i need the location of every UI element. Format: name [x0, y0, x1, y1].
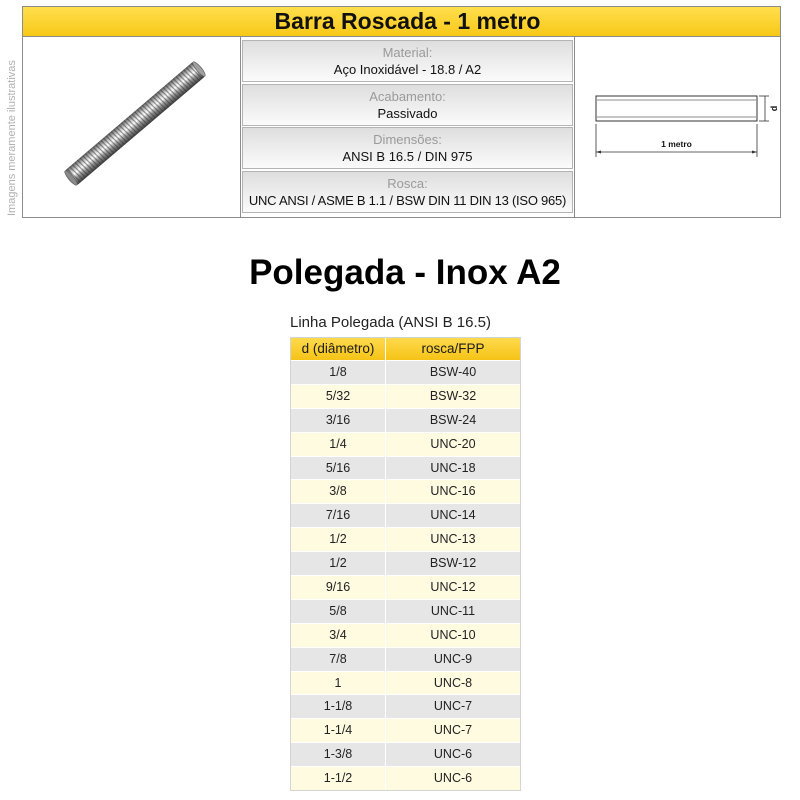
table-row — [291, 360, 520, 384]
cell-thread: UNC-10 — [386, 623, 520, 647]
table-header-row — [291, 338, 520, 360]
cell-diameter: 5/16 — [291, 456, 386, 480]
table-caption: Linha Polegada (ANSI B 16.5) — [290, 314, 491, 331]
cell-thread: UNC-16 — [386, 479, 520, 503]
cell-diameter: 1-1/8 — [291, 694, 386, 718]
cell-thread: UNC-13 — [386, 527, 520, 551]
spec-row-material — [242, 40, 573, 82]
table-row — [291, 694, 520, 718]
cell-thread: UNC-12 — [386, 575, 520, 599]
table-row — [291, 551, 520, 575]
product-title: Barra Roscada - 1 metro — [274, 8, 541, 34]
table-row — [291, 718, 520, 742]
cell-diameter: 1/4 — [291, 432, 386, 456]
cell-diameter: 1/8 — [291, 360, 386, 384]
table-row — [291, 456, 520, 480]
table-row — [291, 432, 520, 456]
table-row — [291, 599, 520, 623]
cell-diameter: 7/8 — [291, 647, 386, 671]
spec-row-dimensions — [242, 127, 573, 169]
spec-row-finish — [242, 84, 573, 126]
column-header-thread: rosca/FPP — [421, 341, 485, 356]
illustrative-images-note: Imagens meramente ilustrativas — [6, 60, 18, 216]
table-row — [291, 527, 520, 551]
spec-value: Passivado — [377, 106, 438, 121]
rod-dimension-drawing-icon — [575, 37, 779, 217]
cell-thread: UNC-7 — [386, 718, 520, 742]
diameter-label: d — [769, 105, 779, 112]
section-title: Polegada - Inox A2 — [249, 253, 561, 292]
cell-thread: UNC-8 — [386, 671, 520, 695]
table-row — [291, 766, 520, 790]
cell-thread: UNC-6 — [386, 742, 520, 766]
cell-thread: UNC-6 — [386, 766, 520, 790]
threaded-rod-icon — [23, 37, 240, 217]
cell-diameter: 1-1/2 — [291, 766, 386, 790]
table-row — [291, 408, 520, 432]
table-row — [291, 671, 520, 695]
table-row — [291, 575, 520, 599]
table-row — [291, 479, 520, 503]
table-row — [291, 384, 520, 408]
cell-thread: UNC-20 — [386, 432, 520, 456]
product-header — [22, 6, 781, 37]
product-image-panel — [23, 37, 240, 217]
spec-value: Aço Inoxidável - 18.8 / A2 — [333, 62, 482, 77]
spec-label: Acabamento: — [369, 89, 446, 104]
cell-diameter: 1-3/8 — [291, 742, 386, 766]
spec-value: UNC ANSI / ASME B 1.1 / BSW DIN 11 DIN 13 (ISO 965) — [248, 193, 567, 208]
cell-thread: BSW-40 — [386, 360, 520, 384]
table-row — [291, 503, 520, 527]
cell-diameter: 3/16 — [291, 408, 386, 432]
cell-thread: BSW-24 — [386, 408, 520, 432]
cell-diameter: 5/32 — [291, 384, 386, 408]
spec-list — [240, 37, 575, 217]
table-row — [291, 647, 520, 671]
diameter-dimension — [759, 96, 769, 121]
spec-label: Dimensões: — [373, 132, 442, 147]
cell-diameter: 9/16 — [291, 575, 386, 599]
cell-diameter: 1/2 — [291, 527, 386, 551]
cell-diameter: 3/8 — [291, 479, 386, 503]
cell-thread: UNC-18 — [386, 456, 520, 480]
cell-diameter: 1 — [291, 671, 386, 695]
spec-label: Material: — [382, 45, 433, 60]
cell-diameter: 1/2 — [291, 551, 386, 575]
spec-value: ANSI B 16.5 / DIN 975 — [342, 149, 473, 164]
table-body — [291, 360, 520, 790]
thread-table — [290, 337, 521, 791]
cell-thread: UNC-7 — [386, 694, 520, 718]
product-spec-box — [22, 37, 781, 218]
cell-diameter: 1-1/4 — [291, 718, 386, 742]
cell-diameter: 5/8 — [291, 599, 386, 623]
cell-thread: BSW-12 — [386, 551, 520, 575]
spec-label: Rosca: — [387, 176, 428, 191]
cell-thread: BSW-32 — [386, 384, 520, 408]
cell-thread: UNC-11 — [386, 599, 520, 623]
technical-drawing-panel — [575, 37, 779, 217]
cell-thread: UNC-9 — [386, 647, 520, 671]
column-header-diameter: d (diâmetro) — [291, 338, 386, 360]
spec-row-thread — [242, 171, 573, 213]
table-row — [291, 623, 520, 647]
table-row — [291, 742, 520, 766]
cell-diameter: 3/4 — [291, 623, 386, 647]
cell-diameter: 7/16 — [291, 503, 386, 527]
cell-thread: UNC-14 — [386, 503, 520, 527]
length-label: 1 metro — [661, 139, 692, 149]
rod-outline — [596, 96, 757, 121]
